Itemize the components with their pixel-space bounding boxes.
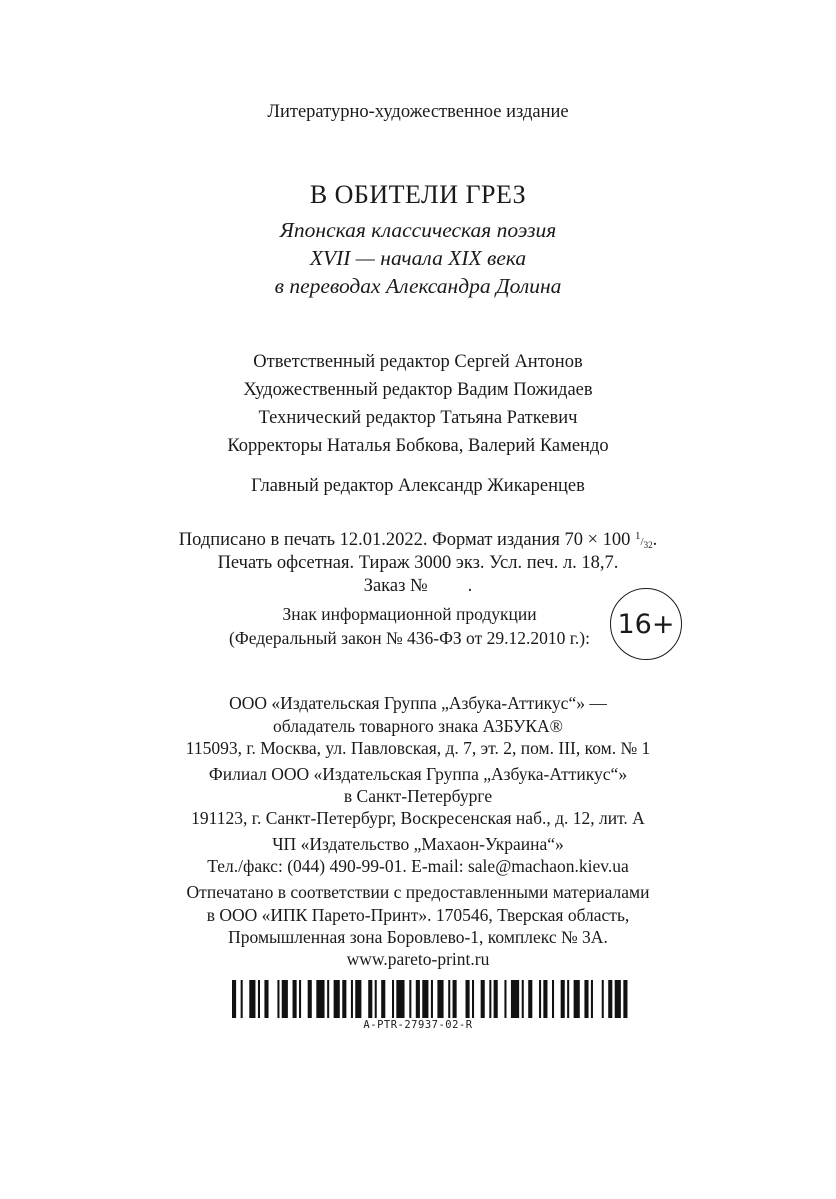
barcode-bar <box>264 980 268 1018</box>
printer-line: в ООО «ИПК Парето-Принт». 170546, Тверская область, <box>206 905 630 925</box>
barcode-bar <box>615 980 621 1018</box>
barcode-bar <box>522 980 524 1018</box>
book-title: В ОБИТЕЛИ ГРЕЗ <box>309 180 527 209</box>
barcode-bar <box>494 980 498 1018</box>
barcode-bar <box>396 980 404 1018</box>
barcode-bar <box>539 980 541 1018</box>
signed-text: Подписано в печать 12.01.2022. Формат издания 70 × 100 <box>178 530 636 550</box>
ukraine-line: Тел./факс: (044) 490-99-01. E-mail: sale@machaon.kiev.ua <box>207 856 629 876</box>
barcode-bar <box>623 980 627 1018</box>
barcode-bar <box>528 980 532 1018</box>
info-sign-line-1: Знак информационной продукции <box>282 604 537 624</box>
barcode-bar <box>368 980 372 1018</box>
order-end: . <box>467 576 473 596</box>
barcode-bar <box>608 980 612 1018</box>
barcode-bar <box>232 980 236 1018</box>
barcode-bar <box>511 980 519 1018</box>
branch-line: в Санкт-Петербурге <box>343 786 493 806</box>
barcode-bar <box>567 980 569 1018</box>
staff-line: Художественный редактор Вадим Пожидаев <box>243 380 593 400</box>
publisher-line: обладатель товарного знака АЗБУКА® <box>273 716 563 736</box>
info-sign-row <box>0 603 836 665</box>
barcode-bar <box>381 980 385 1018</box>
barcode-bar <box>453 980 457 1018</box>
barcode-bar <box>504 980 506 1018</box>
printer-line: Отпечатано в соответствии с предоставленными материалами <box>186 882 650 902</box>
barcode-bar <box>293 980 297 1018</box>
chief-editor: Главный редактор Александр Жикаренцев <box>251 476 585 496</box>
order-line <box>0 572 836 600</box>
barcode-bar <box>489 980 491 1018</box>
barcode-bar <box>327 980 329 1018</box>
printer-line: Промышленная зона Боровлево-1, комплекс № 3А. <box>228 927 608 947</box>
barcode-bar <box>355 980 361 1018</box>
info-sign-line-2: (Федеральный закон № 436-ФЗ от 29.12.2010 г.): <box>229 627 590 648</box>
barcode-bar <box>316 980 324 1018</box>
subtitle-line-3: в переводах Александра Долина <box>274 274 562 298</box>
fraction-denominator: 32 <box>643 540 653 550</box>
ukraine-line: ЧП «Издательство „Махаон-Украина“» <box>272 834 564 854</box>
barcode-bar <box>561 980 565 1018</box>
branch-line: 191123, г. Санкт-Петербург, Воскресенская наб., д. 12, лит. А <box>191 808 645 828</box>
barcode-bar <box>431 980 433 1018</box>
barcode-bar <box>299 980 301 1018</box>
barcode-bar <box>409 980 411 1018</box>
fraction-slash: / <box>640 536 644 548</box>
branch-line: Филиал ООО «Издательская Группа „Азбука-Аттикус“» <box>208 764 628 784</box>
barcode-bar <box>437 980 443 1018</box>
order-label: Заказ № <box>363 576 428 596</box>
publisher-line: 115093, г. Москва, ул. Павловская, д. 7, эт. 2, пом. III, ком. № 1 <box>185 738 651 758</box>
barcode-image <box>232 980 632 1018</box>
staff-line: Технический редактор Татьяна Раткевич <box>258 408 578 428</box>
staff-line: Ответственный редактор Сергей Антонов <box>253 352 583 372</box>
barcode-bar <box>481 980 485 1018</box>
barcode-bar <box>602 980 604 1018</box>
barcode-bar <box>241 980 243 1018</box>
barcode-bar <box>277 980 279 1018</box>
barcode-number: A-PTR-27937-02-R <box>363 1019 473 1031</box>
barcode-bar <box>351 980 353 1018</box>
barcode-bar <box>591 980 593 1018</box>
subtitle-line-2: XVII — начала XIX века <box>309 246 527 270</box>
barcode-bar <box>375 980 377 1018</box>
barcode-bar <box>466 980 470 1018</box>
age-rating-badge: 16+ <box>610 588 682 660</box>
edition-type: Литературно-художественное издание <box>267 102 569 122</box>
barcode-bar <box>282 980 288 1018</box>
barcode-bar <box>472 980 474 1018</box>
print-line: Печать офсетная. Тираж 3000 экз. Усл. печ. л. 18,7. <box>217 553 619 573</box>
format-fraction <box>635 530 653 550</box>
barcode-bar <box>448 980 450 1018</box>
fraction-numerator: 1 <box>635 530 641 542</box>
signed-end: . <box>652 530 658 550</box>
barcode-bar <box>342 980 346 1018</box>
barcode-bar <box>543 980 547 1018</box>
info-sign-text <box>229 603 590 650</box>
publisher-line: ООО «Издательская Группа „Азбука-Аттикус“» — <box>229 693 607 713</box>
staff-line: Корректоры Наталья Бобкова, Валерий Камендо <box>227 436 609 456</box>
barcode-bar <box>422 980 428 1018</box>
barcode-bar <box>574 980 580 1018</box>
barcode-bar <box>552 980 554 1018</box>
barcode-bar <box>584 980 588 1018</box>
printer-website: www.pareto-print.ru <box>346 949 490 969</box>
barcode-bar <box>258 980 260 1018</box>
barcode-bar <box>334 980 340 1018</box>
barcode-bar <box>249 980 255 1018</box>
barcode-bar <box>416 980 420 1018</box>
subtitle-line-1: Японская классическая поэзия <box>279 218 557 242</box>
barcode-bar <box>308 980 312 1018</box>
barcode-bar <box>392 980 394 1018</box>
